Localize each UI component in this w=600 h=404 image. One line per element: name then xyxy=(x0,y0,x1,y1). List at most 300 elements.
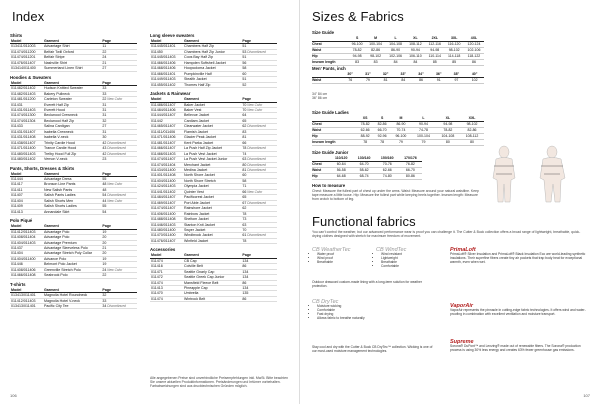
size-cell: 92-96 xyxy=(374,134,391,140)
garment-cell: Magnolia Hotel V-neck xyxy=(43,298,101,303)
garment-cell: Belfair Stripe xyxy=(43,55,101,60)
size-cell: 85 xyxy=(444,60,464,66)
pants-guide-block xyxy=(312,66,484,84)
page-cell: 81 xyxy=(241,135,277,140)
model-cell: 011404/011400 xyxy=(10,256,43,261)
size-cell: 90-94 xyxy=(411,122,435,128)
column-header: S xyxy=(349,36,366,42)
bullet: • Wind proof xyxy=(317,256,372,260)
page-cell: 55 xyxy=(101,176,137,181)
model-cell: 011449/011403 xyxy=(150,77,183,82)
garment-cell: Everett Half Zip xyxy=(43,102,101,107)
table-row xyxy=(10,267,137,272)
column-header: Page xyxy=(241,39,277,44)
fabric-card-supreme xyxy=(450,340,590,352)
garment-cell: Flamish Jacket xyxy=(183,129,241,134)
table-row xyxy=(150,146,277,151)
page-cell: 42 Discontinued xyxy=(101,140,137,145)
column-header: Model xyxy=(150,39,183,44)
column-header: 150/160 xyxy=(376,156,399,162)
page-cell: 34 Discontinued xyxy=(101,304,137,309)
size-cell: 84 xyxy=(386,60,406,66)
vaporair-text: VaporAir represents the pinnacle in cutting-edge fabric technologies. It offers wind and water-proofing in combination with excellent ventilation and moisture transport. xyxy=(450,308,586,317)
model-cell: 011466/011401 xyxy=(150,71,183,76)
row-label: Chest xyxy=(312,42,349,48)
garment-cell: Olympia Jacket xyxy=(183,184,241,189)
garment-cell: Pacific City Tee xyxy=(43,304,101,309)
model-cell: 011409 xyxy=(10,204,43,209)
page-cell: 135 xyxy=(241,291,277,296)
model-cell: 011474 xyxy=(150,258,183,263)
model-cell: 011445/011403 xyxy=(150,55,183,60)
model-cell: 011482/011403 xyxy=(10,91,43,96)
index-table xyxy=(150,39,277,88)
garment-cell: Rainshore Jacket xyxy=(183,206,241,211)
size-cell: 108-112 xyxy=(460,134,484,140)
size-cell: 76-82 xyxy=(399,162,422,168)
size-cell: 62-66 xyxy=(376,168,399,174)
status-badge: New Color xyxy=(106,267,123,272)
model-cell: 013411/011003 xyxy=(10,44,43,49)
status-badge: New Color xyxy=(246,102,263,107)
status-badge: Discontinued xyxy=(246,167,266,172)
garment-cell: Annandale Skirt xyxy=(43,209,101,214)
size-cell: 82-86 xyxy=(460,128,484,134)
size-cell: 68-74 xyxy=(353,174,376,180)
weathertec-description: Outdoor drawcord custom-made lining with a long-term solution for weather protection. xyxy=(312,280,422,289)
garment-cell: Carleton Sweater xyxy=(43,97,101,102)
page-cell: 73 xyxy=(241,217,277,222)
page-cell: 20 xyxy=(101,235,137,240)
fabric-card-vaporair xyxy=(450,304,590,316)
garment-cell: North Shore Stretch xyxy=(183,178,241,183)
garment-cell: Swyer Jacket xyxy=(183,227,241,232)
size-cell: 78 xyxy=(374,140,391,146)
page-cell: 24 xyxy=(101,55,137,60)
model-cell: 011480/011403 xyxy=(10,151,43,156)
size-cell: 64-68 xyxy=(330,174,353,180)
size-cell: 90-94 xyxy=(406,48,426,54)
pants-note: 34" 84 cm xyxy=(312,92,328,96)
drytec-logo: CB DryTec xyxy=(312,299,339,305)
page-cell: 67 Discontinued xyxy=(241,200,277,205)
garment-cell: Advantage Premium xyxy=(43,240,101,245)
status-badge: New Color xyxy=(246,107,263,112)
size-cell: 82-86 xyxy=(374,122,391,128)
model-cell: 011437 xyxy=(10,245,43,250)
size-cell: 56-58 xyxy=(330,168,353,174)
model-cell: 011469/011407 xyxy=(150,200,183,205)
page-cell: 23 xyxy=(101,157,137,162)
garment-cell: Bronson Line Pants xyxy=(43,182,101,187)
model-cell: 011484/011407 xyxy=(150,195,183,200)
row-label: Inseam length xyxy=(312,140,357,146)
page-cell: 81 Discontinued xyxy=(241,167,277,172)
garment-cell: Baker Vest xyxy=(183,107,241,112)
page-cell: 71 xyxy=(241,184,277,189)
garment-cell: Vernon V-neck xyxy=(43,157,101,162)
junior-guide-table xyxy=(312,156,422,180)
column-header: 3XL xyxy=(444,36,464,42)
size-cell: 79 xyxy=(359,78,377,84)
column-header: Garment xyxy=(183,39,241,44)
model-cell: 011438/011407 xyxy=(10,140,43,145)
garment-cell: Port Able Jacket xyxy=(183,200,241,205)
size-cell: 86-90 xyxy=(391,122,412,128)
bullet: • Lightweight xyxy=(381,256,436,260)
size-cell: 88-92 xyxy=(357,134,374,140)
garment-cell: Umbrella xyxy=(183,291,241,296)
model-cell: 011476/011407 xyxy=(10,60,43,65)
garment-cell: Cardiam Jacket xyxy=(183,118,241,123)
garment-cell: Pacificcrest Jacket xyxy=(183,195,241,200)
garment-cell: Chambers Half Zip Junior xyxy=(183,49,241,54)
size-cell: 97 xyxy=(448,78,466,84)
model-cell: 011466/011408 xyxy=(10,273,43,278)
model-cell: 011412/011403 xyxy=(10,229,43,234)
model-cell: 011406/011400 xyxy=(150,211,183,216)
status-badge: Discontinued xyxy=(106,193,126,198)
size-cell: 80 xyxy=(436,140,460,146)
column-header: 33" xyxy=(394,72,412,78)
garment-cell: Quinter Vest xyxy=(183,189,241,194)
column-header: 130/140 xyxy=(353,156,376,162)
size-cell: 81 xyxy=(377,78,395,84)
index-section-title: Pants, Shorts, Dresses & Skirts xyxy=(10,165,75,171)
model-cell: 011404/011400 xyxy=(150,178,183,183)
model-cell: 011417 xyxy=(10,182,43,187)
garment-cell: Coos Bay Half Zip xyxy=(183,55,241,60)
page-cell: 134 xyxy=(241,275,277,280)
status-badge: Discontinued xyxy=(106,151,126,156)
page-cell: 21 xyxy=(101,60,137,65)
model-cell: 011431/011408 xyxy=(10,135,43,140)
row-label: Hip xyxy=(312,134,357,140)
size-cell: 112-116 xyxy=(425,42,444,48)
windtec-bullets xyxy=(376,252,436,268)
ladies-guide-table xyxy=(312,116,484,146)
windtec-logo: CB WindTec xyxy=(376,247,407,253)
garment-cell: Kent Parka Jacket xyxy=(183,140,241,145)
size-cell: 110-114 xyxy=(425,54,444,60)
column-header: XXL xyxy=(460,116,484,122)
drytec-description: Stay cool and dry with the Cutter & Buck CB DryTec™ collection. Wicking is one of our most-used moisture management technologies. xyxy=(312,345,433,354)
size-cell: 83 xyxy=(366,60,386,66)
model-cell: 011442 xyxy=(150,118,183,123)
garment-cell: Beckwood Crewneck xyxy=(43,113,101,118)
page-cell: 78 Discontinued xyxy=(241,146,277,151)
garment-cell: Merchant Jacket xyxy=(183,162,241,167)
column-header: S xyxy=(374,116,391,122)
index-section-title: Hoodies & Sweaters xyxy=(10,74,52,80)
model-cell: 011466/011403 xyxy=(150,151,183,156)
garment-cell: Trinity Cardie Hood xyxy=(43,140,101,145)
size-cell: 74-78 xyxy=(411,128,435,134)
page-cell: 32 xyxy=(101,118,137,123)
page-cell: 20 xyxy=(101,240,137,245)
size-cell: 86 xyxy=(464,60,484,66)
size-cell: 114-118 xyxy=(444,54,464,60)
column-header: Model xyxy=(10,288,43,293)
index-table xyxy=(10,81,137,163)
row-label: Waist xyxy=(312,78,341,84)
garment-cell: Pineapple Cap xyxy=(183,286,241,291)
model-cell: 011404 xyxy=(10,251,43,256)
fabric-card-primaloft xyxy=(450,248,590,264)
size-cell: 85 xyxy=(425,60,444,66)
page-cell: 21 xyxy=(101,245,137,250)
page-cell: 19 xyxy=(101,229,137,234)
status-badge: Discontinued xyxy=(246,200,266,205)
size-cell: 94-98 xyxy=(436,122,460,128)
model-cell: 011474/011404 xyxy=(150,162,183,167)
page-cell: 70 xyxy=(241,227,277,232)
model-cell: 011470/011400 xyxy=(150,233,183,238)
size-guide-table xyxy=(312,36,484,66)
model-cell: 011481/011200 xyxy=(10,97,43,102)
model-cell: 013414/011400 xyxy=(10,66,43,71)
status-badge: Discontinued xyxy=(246,162,266,167)
measure-title: How to measure xyxy=(312,183,346,188)
page-number: 106 xyxy=(10,393,17,398)
model-cell: 011474 xyxy=(150,280,183,285)
table-row xyxy=(10,66,137,71)
page-cell: 33 xyxy=(101,86,137,91)
column-header: Model xyxy=(150,97,183,102)
page-cell: 134 xyxy=(241,258,277,263)
garment-cell: Clearwater Jacket xyxy=(183,124,241,129)
garment-cell: La Push Vest Jacket Junior xyxy=(183,157,241,162)
model-cell: 011471/011406 xyxy=(150,135,183,140)
table-row xyxy=(10,146,137,151)
column-header: Garment xyxy=(43,288,101,293)
page-title: Sizes & Fabrics xyxy=(312,9,404,24)
page-cell: 31 xyxy=(101,113,137,118)
garment-cell: Pumpkinville Half xyxy=(183,71,241,76)
model-cell: 011474/011300 xyxy=(10,113,43,118)
index-section-title: Shirts xyxy=(10,33,23,38)
column-header: Garment xyxy=(183,97,241,102)
column-header: Garment xyxy=(43,81,101,86)
model-cell: 011465/011407 xyxy=(150,124,183,129)
model-cell: 011401/011408 xyxy=(150,173,183,178)
size-cell: 74-80 xyxy=(376,174,399,180)
size-cell: 106-110 xyxy=(406,54,426,60)
column-header: 2XL xyxy=(425,36,444,42)
row-label: Hip xyxy=(312,174,330,180)
column-header: Garment xyxy=(183,253,241,258)
garment-cell: Magnolia Hotel Roundneck xyxy=(43,293,101,298)
column-header: 40" xyxy=(465,72,484,78)
size-cell: 79 xyxy=(411,140,435,146)
size-cell: 91 xyxy=(430,78,448,84)
index-table xyxy=(150,97,277,244)
page-cell: 78 xyxy=(241,238,277,243)
bullet: • Breathable xyxy=(381,260,436,264)
table-row xyxy=(10,273,137,278)
junior-guide-block xyxy=(312,150,422,180)
garment-cell: Trance Cardie Hood xyxy=(43,146,101,151)
garment-cell: Salish Shorts Men xyxy=(43,198,101,203)
page-cell: 86 xyxy=(241,280,277,285)
model-cell: 011431 xyxy=(10,102,43,107)
page-cell: 43 Discontinued xyxy=(101,146,137,151)
model-cell: 011484/011406 xyxy=(150,107,183,112)
size-cell: 80-86 xyxy=(399,174,422,180)
page-cell: 31 xyxy=(101,129,137,134)
size-cell: 104-108 xyxy=(386,42,406,48)
page-cell: 27 xyxy=(101,66,137,71)
index-table xyxy=(10,39,137,72)
table-row xyxy=(312,174,422,180)
column-header: Page xyxy=(101,81,137,86)
row-label: Waist xyxy=(312,128,357,134)
status-badge: New Color xyxy=(246,189,263,194)
row-label: Waist xyxy=(312,168,330,174)
model-cell: 011413 xyxy=(10,209,43,214)
pants-guide-title: Men' Pants, inch xyxy=(312,66,346,71)
column-header: Model xyxy=(150,253,183,258)
size-cell: 120-124 xyxy=(464,42,484,48)
column-header: L xyxy=(386,36,406,42)
page-cell: 42 Discontinued xyxy=(101,151,137,156)
ladies-guide-title: Size Guide Ladies xyxy=(312,110,349,115)
garment-cell: Isabella Crewneck xyxy=(43,129,101,134)
page-cell: 56 xyxy=(241,60,277,65)
model-cell: 011433 xyxy=(10,124,43,129)
model-cell: 011444/011407 xyxy=(150,113,183,118)
bullet: • Water proof xyxy=(317,252,372,256)
column-header: Model xyxy=(10,172,43,177)
ladies-guide-block xyxy=(312,110,484,146)
model-cell: 011446/011403 xyxy=(150,222,183,227)
bullet: • Wind resistant xyxy=(381,252,436,256)
page-cell: 134 xyxy=(241,269,277,274)
table-row xyxy=(10,151,137,156)
size-cell: 86-90 xyxy=(386,48,406,54)
garment-cell: Stealth Jacket xyxy=(183,77,241,82)
page-cell: 51 xyxy=(241,77,277,82)
index-section-title: Accessories xyxy=(150,247,176,253)
column-header: Garment xyxy=(43,172,101,177)
garment-cell: Rainbow Jacket xyxy=(183,211,241,216)
status-badge: New Color xyxy=(106,97,123,102)
page-cell: 61 Discontinued xyxy=(241,233,277,238)
garment-cell: Glacier Peak Jacket xyxy=(183,135,241,140)
page-cell: 48 xyxy=(101,187,137,192)
page-cell: 62 Discontinued xyxy=(241,124,277,129)
measure-text: Chest: Measure the fullest part of chest up under the arms. Waist: Measure around your natural waistline. Keep tape measure a little loose. Hip: Measure the fullest part while keeping heels together. Inseam length: Measure from crotch to bottom of leg. xyxy=(312,189,479,202)
page-cell: 60 xyxy=(241,71,277,76)
weathertec-bullets xyxy=(312,252,372,264)
column-header: XL xyxy=(406,36,426,42)
page-cell: 65 xyxy=(241,195,277,200)
model-cell: 011444 xyxy=(10,176,43,181)
model-cell: 011434/011400 xyxy=(150,167,183,172)
garment-cell: Advantage Sleeveless Polo xyxy=(43,245,101,250)
size-cell: 98-102 xyxy=(460,122,484,128)
table-row xyxy=(10,140,137,145)
model-cell: 011466/011407 xyxy=(150,146,183,151)
page-cell: 27 xyxy=(101,124,137,129)
garment-cell: Seattle Greek Cap Junior xyxy=(183,275,241,280)
size-cell: 62-66 xyxy=(357,128,374,134)
model-cell: 011474/011304 xyxy=(10,118,43,123)
size-cell: 84 xyxy=(406,60,426,66)
column-header: Page xyxy=(241,97,277,102)
page-cell: 22 New Color xyxy=(101,97,137,102)
garment-cell: Advance Polo xyxy=(43,256,101,261)
column-header: 110/120 xyxy=(330,156,353,162)
model-cell: 011404/011403 xyxy=(10,240,43,245)
bullet: • Fast drying xyxy=(317,312,436,316)
vaporair-logo: VaporAir xyxy=(450,303,474,309)
garment-cell: Salina Cardigan xyxy=(43,124,101,129)
page-cell: 83 xyxy=(241,129,277,134)
pants-note: 36" 86 cm xyxy=(312,96,328,101)
model-cell: 011446 xyxy=(10,262,43,267)
column-header: Page xyxy=(101,224,137,229)
page-cell: 63 xyxy=(241,222,277,227)
model-cell: 011471/011400 xyxy=(10,146,43,151)
page-cell: 63 Discontinued xyxy=(241,157,277,162)
column-header: L xyxy=(411,116,435,122)
column-header: Model xyxy=(10,39,43,44)
bullet: • Moisture wicking xyxy=(317,304,436,308)
column-header: Page xyxy=(241,253,277,258)
garment-cell: Medina Jacket xyxy=(183,167,241,172)
model-cell: 011445/011401 xyxy=(150,44,183,49)
index-table xyxy=(10,224,137,279)
column-header: 34" xyxy=(412,72,430,78)
bullet: • Allows fabric to breathe naturally xyxy=(317,316,436,320)
garment-cell: Wintrock Belt xyxy=(183,296,241,301)
size-cell: 100-104 xyxy=(366,42,386,48)
size-cell: 78-82 xyxy=(436,128,460,134)
model-cell: 011480/011400 xyxy=(150,227,183,232)
model-cell: 011480/011402 xyxy=(10,157,43,162)
size-guide-title: Size Guide xyxy=(312,30,334,35)
garment-cell: Advantage Stretch Poly Collar xyxy=(43,251,101,256)
size-cell: 70-74 xyxy=(391,128,412,134)
garment-cell: Windbrook Jacket xyxy=(183,233,241,238)
size-cell: 78-82 xyxy=(349,48,366,54)
page-cell: 30 xyxy=(101,135,137,140)
model-cell: 011474/011407 xyxy=(150,206,183,211)
page-cell: 86 xyxy=(241,296,277,301)
table-row xyxy=(150,238,277,243)
model-cell: 011431/011403 xyxy=(10,107,43,112)
size-cell: 116-120 xyxy=(444,42,464,48)
page-cell: 31 xyxy=(101,102,137,107)
garment-cell: Advantage Shirt xyxy=(43,44,101,49)
column-header: XL xyxy=(436,116,460,122)
column-header: M xyxy=(366,36,386,42)
pants-notes xyxy=(312,92,327,100)
size-cell: 102 xyxy=(465,78,484,84)
garment-cell: Advantage Polo xyxy=(43,235,101,240)
page-cell: 64 xyxy=(241,113,277,118)
size-cell: 86 xyxy=(412,78,430,84)
page-cell: 58 xyxy=(241,178,277,183)
garment-cell: Beckwood Half Zip xyxy=(43,118,101,123)
fabric-card-weathertec xyxy=(312,248,372,264)
size-cell: 82-86 xyxy=(366,48,386,54)
garment-cell: Winfield Jacket xyxy=(183,238,241,243)
page-cell: 53 Discontinued xyxy=(241,49,277,54)
index-table xyxy=(10,288,137,310)
model-cell: 011476/011407 xyxy=(150,238,183,243)
